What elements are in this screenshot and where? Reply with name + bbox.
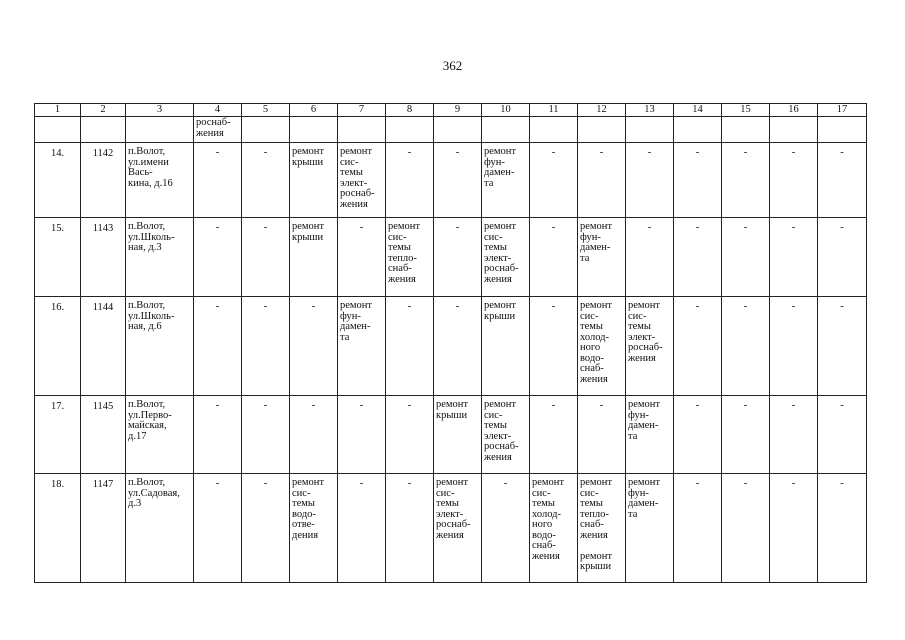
empty-dash-cell: - bbox=[578, 143, 626, 218]
continuation-cell bbox=[242, 117, 290, 143]
continuation-cell bbox=[482, 117, 530, 143]
building-id-cell: 1143 bbox=[81, 218, 126, 297]
empty-dash-cell: - bbox=[482, 474, 530, 583]
row-number-cell: 18. bbox=[35, 474, 81, 583]
empty-dash-cell: - bbox=[722, 474, 770, 583]
work-cell: ремонт фун- дамен- та bbox=[626, 474, 674, 583]
table-row bbox=[35, 297, 867, 396]
work-cell: ремонт сис- темы водо- отве- дения bbox=[290, 474, 338, 583]
empty-dash-cell: - bbox=[578, 396, 626, 474]
empty-dash-cell: - bbox=[770, 474, 818, 583]
continuation-cell bbox=[338, 117, 386, 143]
empty-dash-cell: - bbox=[530, 143, 578, 218]
work-cell: ремонт сис- темы тепло- снаб- жения ремонт крыши bbox=[578, 474, 626, 583]
header-cell: 4 bbox=[194, 104, 242, 117]
continuation-cell bbox=[818, 117, 867, 143]
empty-dash-cell: - bbox=[770, 297, 818, 396]
empty-dash-cell: - bbox=[194, 143, 242, 218]
empty-dash-cell: - bbox=[338, 396, 386, 474]
header-row bbox=[35, 104, 867, 117]
address-cell: п.Волот, ул.имени Вась- кина, д.16 bbox=[126, 143, 194, 218]
empty-dash-cell: - bbox=[818, 218, 867, 297]
empty-dash-cell: - bbox=[242, 218, 290, 297]
empty-dash-cell: - bbox=[530, 396, 578, 474]
table-row bbox=[35, 474, 867, 583]
table-row bbox=[35, 396, 867, 474]
work-cell: ремонт сис- темы тепло- снаб- жения bbox=[386, 218, 434, 297]
work-cell: ремонт крыши bbox=[290, 218, 338, 297]
page-number: 362 bbox=[442, 58, 463, 73]
empty-dash-cell: - bbox=[242, 143, 290, 218]
address-cell: п.Волот, ул.Перво- майская, д.17 bbox=[126, 396, 194, 474]
row-number-cell: 14. bbox=[35, 143, 81, 218]
empty-dash-cell: - bbox=[290, 297, 338, 396]
empty-dash-cell: - bbox=[194, 297, 242, 396]
empty-dash-cell: - bbox=[818, 474, 867, 583]
header-cell: 1 bbox=[35, 104, 81, 117]
empty-dash-cell: - bbox=[722, 396, 770, 474]
empty-dash-cell: - bbox=[770, 143, 818, 218]
building-id-cell: 1145 bbox=[81, 396, 126, 474]
work-cell: ремонт фун- дамен- та bbox=[338, 297, 386, 396]
work-cell: ремонт крыши bbox=[482, 297, 530, 396]
header-cell: 7 bbox=[338, 104, 386, 117]
continuation-cell: роснаб- жения bbox=[194, 117, 242, 143]
continuation-cell bbox=[35, 117, 81, 143]
continuation-cell bbox=[770, 117, 818, 143]
work-cell: ремонт сис- темы элект- роснаб- жения bbox=[338, 143, 386, 218]
empty-dash-cell: - bbox=[194, 474, 242, 583]
work-cell: ремонт сис- темы элект- роснаб- жения bbox=[482, 396, 530, 474]
address-cell: п.Волот, ул.Школь- ная, д.3 bbox=[126, 218, 194, 297]
empty-dash-cell: - bbox=[386, 297, 434, 396]
table-row bbox=[35, 143, 867, 218]
empty-dash-cell: - bbox=[674, 218, 722, 297]
building-id-cell: 1142 bbox=[81, 143, 126, 218]
empty-dash-cell: - bbox=[242, 396, 290, 474]
empty-dash-cell: - bbox=[674, 297, 722, 396]
header-cell: 10 bbox=[482, 104, 530, 117]
continuation-cell bbox=[722, 117, 770, 143]
empty-dash-cell: - bbox=[722, 297, 770, 396]
header-cell: 17 bbox=[818, 104, 867, 117]
work-cell: ремонт крыши bbox=[290, 143, 338, 218]
continuation-cell bbox=[290, 117, 338, 143]
continuation-cell bbox=[626, 117, 674, 143]
work-cell: ремонт крыши bbox=[434, 396, 482, 474]
work-cell: ремонт сис- темы элект- роснаб- жения bbox=[434, 474, 482, 583]
work-cell: ремонт сис- темы элект- роснаб- жения bbox=[482, 218, 530, 297]
continuation-cell bbox=[578, 117, 626, 143]
building-id-cell: 1144 bbox=[81, 297, 126, 396]
empty-dash-cell: - bbox=[722, 218, 770, 297]
continuation-cell bbox=[386, 117, 434, 143]
empty-dash-cell: - bbox=[338, 474, 386, 583]
continuation-row bbox=[35, 117, 867, 143]
empty-dash-cell: - bbox=[818, 297, 867, 396]
empty-dash-cell: - bbox=[674, 396, 722, 474]
address-cell: п.Волот, ул.Садовая, д.3 bbox=[126, 474, 194, 583]
empty-dash-cell: - bbox=[242, 297, 290, 396]
header-cell: 14 bbox=[674, 104, 722, 117]
header-cell: 6 bbox=[290, 104, 338, 117]
empty-dash-cell: - bbox=[722, 143, 770, 218]
building-id-cell: 1147 bbox=[81, 474, 126, 583]
empty-dash-cell: - bbox=[290, 396, 338, 474]
header-cell: 16 bbox=[770, 104, 818, 117]
empty-dash-cell: - bbox=[434, 297, 482, 396]
empty-dash-cell: - bbox=[626, 143, 674, 218]
empty-dash-cell: - bbox=[626, 218, 674, 297]
row-number-cell: 17. bbox=[35, 396, 81, 474]
header-cell: 13 bbox=[626, 104, 674, 117]
empty-dash-cell: - bbox=[770, 396, 818, 474]
empty-dash-cell: - bbox=[674, 474, 722, 583]
empty-dash-cell: - bbox=[818, 396, 867, 474]
work-cell: ремонт сис- темы элект- роснаб- жения bbox=[626, 297, 674, 396]
header-cell: 3 bbox=[126, 104, 194, 117]
table-row bbox=[35, 218, 867, 297]
empty-dash-cell: - bbox=[338, 218, 386, 297]
empty-dash-cell: - bbox=[674, 143, 722, 218]
empty-dash-cell: - bbox=[386, 143, 434, 218]
header-cell: 8 bbox=[386, 104, 434, 117]
header-cell: 15 bbox=[722, 104, 770, 117]
empty-dash-cell: - bbox=[818, 143, 867, 218]
empty-dash-cell: - bbox=[386, 474, 434, 583]
header-cell: 12 bbox=[578, 104, 626, 117]
continuation-cell bbox=[674, 117, 722, 143]
work-cell: ремонт фун- дамен- та bbox=[482, 143, 530, 218]
continuation-cell bbox=[434, 117, 482, 143]
work-cell: ремонт сис- темы холод- ного водо- снаб- жения bbox=[530, 474, 578, 583]
work-cell: ремонт фун- дамен- та bbox=[626, 396, 674, 474]
empty-dash-cell: - bbox=[434, 143, 482, 218]
works-table bbox=[34, 103, 867, 583]
work-cell: ремонт сис- темы холод- ного водо- снаб- жения bbox=[578, 297, 626, 396]
row-number-cell: 16. bbox=[35, 297, 81, 396]
address-cell: п.Волот, ул.Школь- ная, д.6 bbox=[126, 297, 194, 396]
row-number-cell: 15. bbox=[35, 218, 81, 297]
work-cell: ремонт фун- дамен- та bbox=[578, 218, 626, 297]
empty-dash-cell: - bbox=[530, 218, 578, 297]
empty-dash-cell: - bbox=[242, 474, 290, 583]
empty-dash-cell: - bbox=[386, 396, 434, 474]
header-cell: 2 bbox=[81, 104, 126, 117]
empty-dash-cell: - bbox=[770, 218, 818, 297]
empty-dash-cell: - bbox=[530, 297, 578, 396]
continuation-cell bbox=[530, 117, 578, 143]
header-cell: 5 bbox=[242, 104, 290, 117]
empty-dash-cell: - bbox=[194, 396, 242, 474]
empty-dash-cell: - bbox=[434, 218, 482, 297]
header-cell: 9 bbox=[434, 104, 482, 117]
empty-dash-cell: - bbox=[194, 218, 242, 297]
continuation-cell bbox=[126, 117, 194, 143]
header-cell: 11 bbox=[530, 104, 578, 117]
continuation-cell bbox=[81, 117, 126, 143]
